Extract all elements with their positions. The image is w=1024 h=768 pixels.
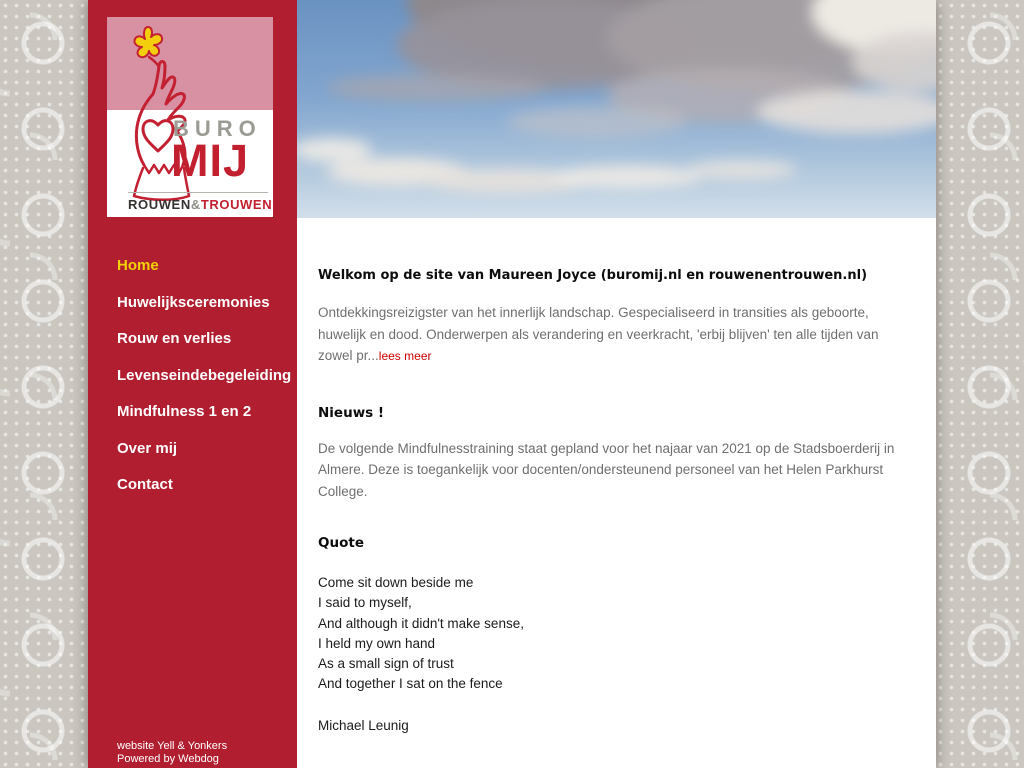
welcome-heading: Welkom op de site van Maureen Joyce (buromij.nl en rouwenentrouwen.nl): [318, 268, 868, 283]
nav-item-levenseindebegeleiding[interactable]: Levenseindebegeleiding: [117, 366, 292, 384]
tagline-trouwen: TROUWEN: [200, 197, 273, 212]
tagline-rouwen: ROUWEN: [128, 197, 191, 212]
credit-powered-by-link[interactable]: Powered by Webdog: [117, 753, 219, 765]
nav-item-home[interactable]: Home: [117, 257, 159, 274]
quote-heading: Quote: [318, 535, 364, 551]
intro-text: Ontdekkingsreizigster van het innerlijk landschap. Gespecialiseerd in transities als geboorte, huwelijk en dood. Onderwerpen als verandering en veerkracht, 'erbij blijven' ten alle tijden van zowel pr: [318, 305, 879, 363]
quote-poem: [318, 573, 910, 695]
logo-word-mij: MIJ: [171, 135, 250, 186]
site-container: [88, 0, 936, 768]
main-nav: [117, 256, 291, 512]
nav-item-contact[interactable]: Contact: [117, 476, 173, 493]
logo-divider: [128, 192, 268, 193]
poem-line-1: Come sit down beside me: [318, 575, 474, 590]
credit-website-link[interactable]: website Yell & Yonkers: [117, 740, 228, 752]
site-logo[interactable]: [107, 17, 273, 217]
poem-line-4: I held my own hand: [318, 635, 436, 651]
nav-item-rouw-en-verlies[interactable]: Rouw en verlies: [117, 330, 232, 347]
nav-item-over-mij[interactable]: Over mij: [117, 439, 178, 457]
site-credits: [117, 740, 227, 766]
ellipsis: ...: [367, 348, 379, 363]
news-paragraph: De volgende Mindfulnesstraining staat gepland voor het najaar van 2021 op de Stadsboerderij in Almere. Deze is toegankelijk voor docenten/ondersteunend personeel van het Helen Parkhurst College.: [318, 440, 895, 499]
header-sky-photo: [297, 0, 936, 218]
poem-line-2: I said to myself,: [318, 595, 412, 611]
news-heading: Nieuws !: [318, 404, 385, 421]
tagline-ampersand: &: [190, 197, 201, 212]
sidebar: [88, 0, 297, 768]
nav-item-mindfulness[interactable]: Mindfulness 1 en 2: [117, 403, 252, 420]
read-more-link[interactable]: lees meer: [378, 349, 432, 363]
main-content: [297, 0, 936, 768]
logo-word-buro: BURO: [173, 116, 262, 141]
quote-author: Michael Leunig: [318, 717, 409, 733]
logo-tagline: [128, 197, 272, 212]
poem-line-3: And although it didn't make sense,: [318, 615, 524, 631]
poem-line-6: And together I sat on the fence: [318, 676, 503, 692]
intro-paragraph: [318, 302, 910, 368]
page-content: [297, 218, 936, 733]
poem-line-5: As a small sign of trust: [318, 656, 454, 672]
nav-item-huwelijksceremonies[interactable]: Huwelijksceremonies: [117, 293, 270, 311]
